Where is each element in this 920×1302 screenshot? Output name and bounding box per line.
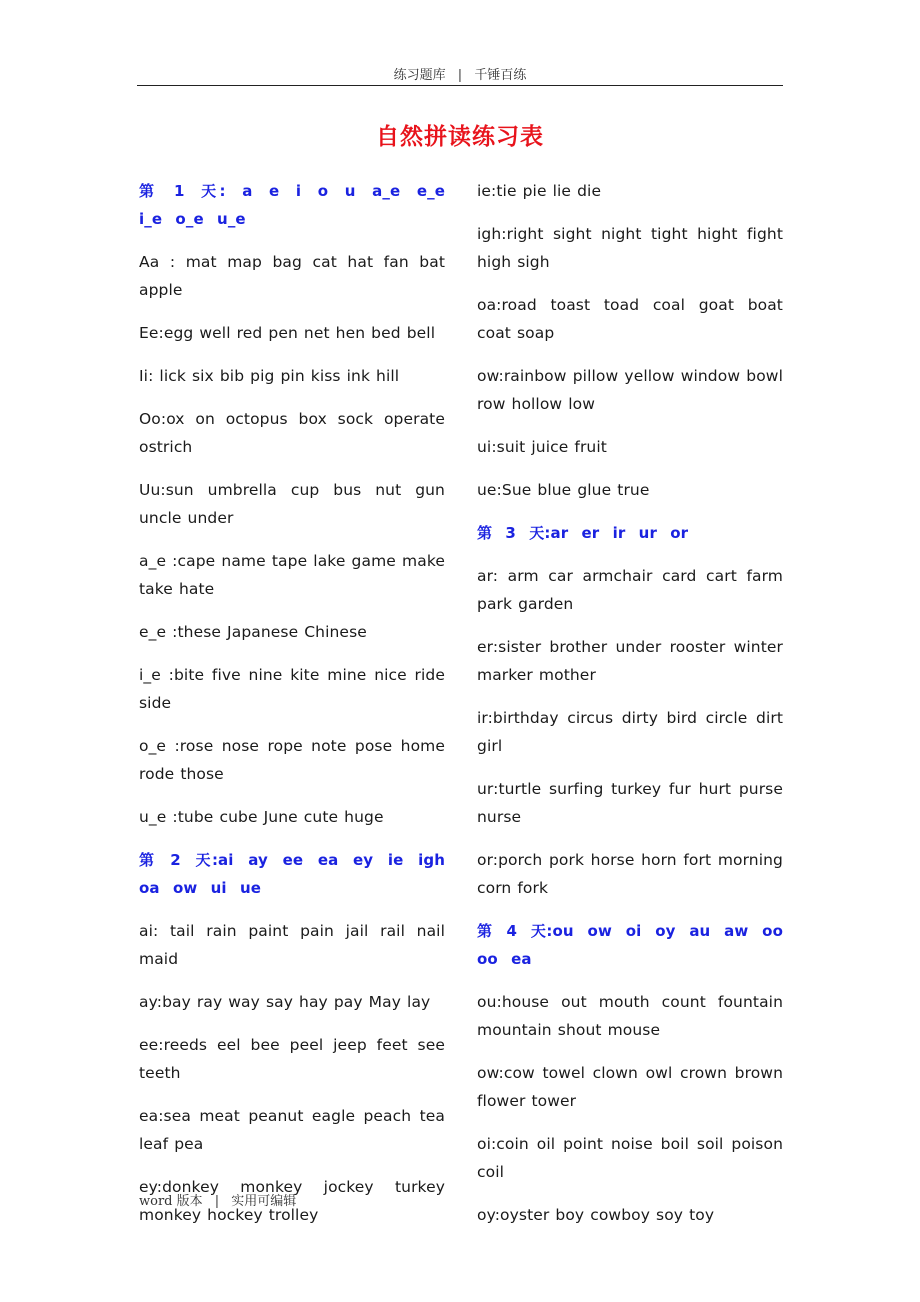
phonics-line: o_e :rose nose rope note pose home rode those [139,737,445,783]
phonics-line: igh:right sight night tight hight fight high sigh [477,225,783,271]
page-footer [139,1190,296,1209]
phonics-line: ar: arm car armchair card cart farm park garden [477,567,783,613]
phonics-line: oa:road toast toad coal goat boat coat soap [477,296,783,342]
phonics-line: er:sister brother under rooster winter marker mother [477,638,783,684]
phonics-line: Ii: lick six bib pig pin kiss ink hill [139,367,400,385]
phonics-line: a_e :cape name tape lake game make take hate [139,552,445,598]
phonics-line: ey:donkey monkey jockey turkey monkey hockey trolley [139,1178,445,1224]
day-heading: 第 1 天: a e i o u a_e e_e i_e o_e u_e [139,182,445,228]
footer-left-text: word 版本 [139,1194,203,1209]
footer-right-text: 实用可编辑 [231,1194,297,1209]
phonics-line: i_e :bite five nine kite mine nice ride side [139,666,445,712]
phonics-line: Ee:egg well red pen net hen bed bell [139,324,436,342]
phonics-line: oi:coin oil point noise boil soil poison coil [477,1135,783,1181]
phonics-line: Oo:ox on octopus box sock operate ostrich [139,410,445,456]
phonics-line: ow:cow towel clown owl crown brown flower tower [477,1064,783,1110]
phonics-line: ie:tie pie lie die [477,182,602,200]
phonics-line: ou:house out mouth count fountain mountain shout mouse [477,993,783,1039]
day-heading: 第 3 天:ar er ir ur or [477,524,689,542]
header-separator: | [457,68,463,83]
phonics-line: ee:reeds eel bee peel jeep feet see teeth [139,1036,445,1082]
right-column [477,177,783,1244]
phonics-line: Uu:sun umbrella cup bus nut gun uncle under [139,481,445,527]
left-column [139,177,445,1244]
phonics-line: u_e :tube cube June cute huge [139,808,384,826]
phonics-line: oy:oyster boy cowboy soy toy [477,1206,715,1224]
header-rule [137,85,783,86]
phonics-line: e_e :these Japanese Chinese [139,623,367,641]
phonics-line: ea:sea meat peanut eagle peach tea leaf pea [139,1107,445,1153]
phonics-line: ur:turtle surfing turkey fur hurt purse nurse [477,780,783,826]
document-title: 自然拼读练习表 [376,123,544,150]
phonics-line: ay:bay ray way say hay pay May lay [139,993,431,1011]
phonics-line: ue:Sue blue glue true [477,481,650,499]
phonics-line: Aa : mat map bag cat hat fan bat apple [139,253,445,299]
day-heading: 第 2 天:ai ay ee ea ey ie igh oa ow ui ue [139,851,445,897]
phonics-line: ui:suit juice fruit [477,438,607,456]
phonics-line: ow:rainbow pillow yellow window bowl row hollow low [477,367,783,413]
page-header [137,64,783,86]
phonics-line: ir:birthday circus dirty bird circle dirt girl [477,709,783,755]
phonics-line: or:porch pork horse horn fort morning corn fork [477,851,783,897]
header-right-text: 千锤百练 [474,68,527,83]
footer-separator: | [214,1194,220,1209]
phonics-line: ai: tail rain paint pain jail rail nail maid [139,922,445,968]
header-left-text: 练习题库 [393,68,446,83]
day-heading: 第 4 天:ou ow oi oy au aw oo oo ea [477,922,783,968]
